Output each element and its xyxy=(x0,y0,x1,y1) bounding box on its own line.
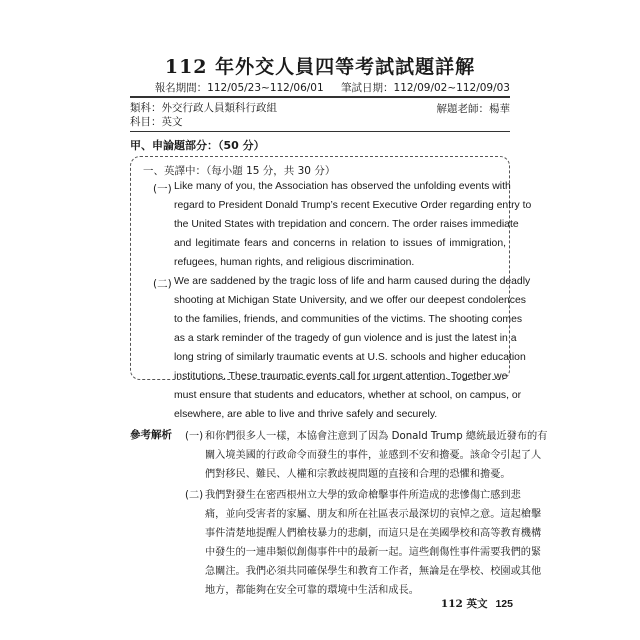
page-footer xyxy=(441,596,513,611)
category: 類科：外交行政人員類科行政組 xyxy=(130,102,277,114)
answer-line: 事件清楚地提醒人們槍枝暴力的悲劇，而這只是在美國學校和高等教育機構 xyxy=(205,528,542,539)
question-line: and legitimate fears and concerns in relation to issues of immigration, xyxy=(174,238,506,249)
question-line: We are saddened by the tragic loss of life and harm caused during the deadly xyxy=(174,276,531,287)
question-line: regard to President Donald Trump’s recent Executive Order regarding entry to xyxy=(174,200,532,211)
signup-period: 報名期間：112/05/23~112/06/01 xyxy=(154,82,324,94)
answer-item-number: (二) xyxy=(185,490,204,501)
subject: 科目：英文 xyxy=(130,116,183,128)
question-line: refugees, human rights, and religious discrimination. xyxy=(174,257,415,268)
divider xyxy=(130,96,510,97)
answer-line: 我們對發生在密西根州立大學的致命槍擊事件所造成的悲慘傷亡感到悲 xyxy=(205,490,521,501)
question-line: must ensure that students and educators, whether at school, on campus, or xyxy=(174,390,522,401)
answer-line: 和你們很多人一樣，本協會注意到了因為 Donald Trump 總統最近發布的有 xyxy=(205,431,548,442)
answer-label: 參考解析 xyxy=(130,429,172,441)
teacher: 解題老師：楊華 xyxy=(436,103,510,115)
question-line: elsewhere, are able to live and thrive safely and securely. xyxy=(174,409,438,420)
answer-line: 關入境美國的行政命令而發生的事件，並感到不安和擔憂。該命令引起了人 xyxy=(205,450,542,461)
answer-line: 地方，都能夠在安全可靠的環境中生活和成長。 xyxy=(205,585,419,596)
answer-item-number: (一) xyxy=(185,431,204,442)
subject-info xyxy=(130,101,277,129)
question-line: as a stark reminder of the tragedy of gun violence and is just the latest in a xyxy=(174,333,517,344)
page-number: 125 xyxy=(495,598,513,610)
question-heading: 一、英譯中：（每小題 15 分，共 30 分） xyxy=(143,165,336,177)
question-line: to the families, friends, and communities of the victims. The shooting comes xyxy=(174,314,523,325)
answer-line: 們對移民、難民、人權和宗教歧視問題的直接和合理的恐懼和擔憂。 xyxy=(205,469,511,480)
answer-line: 急關注。我們必須共同確保學生和教育工作者，無論是在學校、校園或其他 xyxy=(205,566,542,577)
question-line: long string of similarly traumatic events at U.S. schools and higher education xyxy=(174,352,526,363)
page-title: 112 年外交人員四等考試試題詳解 xyxy=(164,56,476,78)
question-line: institutions. These traumatic events call for urgent attention. Together we xyxy=(174,371,508,382)
answer-line: 痛，並向受害者的家屬、朋友和所在社區表示最深切的哀悼之意。這起槍擊 xyxy=(205,509,542,520)
answer-line: 中發生的一連串類似創傷事件中的最新一起。這些創傷性事件需要我們的緊 xyxy=(205,547,542,558)
section-title: 甲、申論題部分：（50 分） xyxy=(130,139,265,152)
footer-book: 112 英文 xyxy=(440,598,488,610)
question-line: shooting at Michigan State University, and we offer our deepest condolences xyxy=(174,295,526,306)
question-line: Like many of you, the Association has observed the unfolding events with xyxy=(174,181,511,192)
divider xyxy=(130,131,510,132)
question-line: the United States with trepidation and concern. The order raises immediate xyxy=(174,219,519,230)
exam-date: 筆試日期：112/09/02~112/09/03 xyxy=(341,82,510,94)
question-item-number: (一) xyxy=(153,183,172,195)
question-item-number: (二) xyxy=(153,278,172,290)
